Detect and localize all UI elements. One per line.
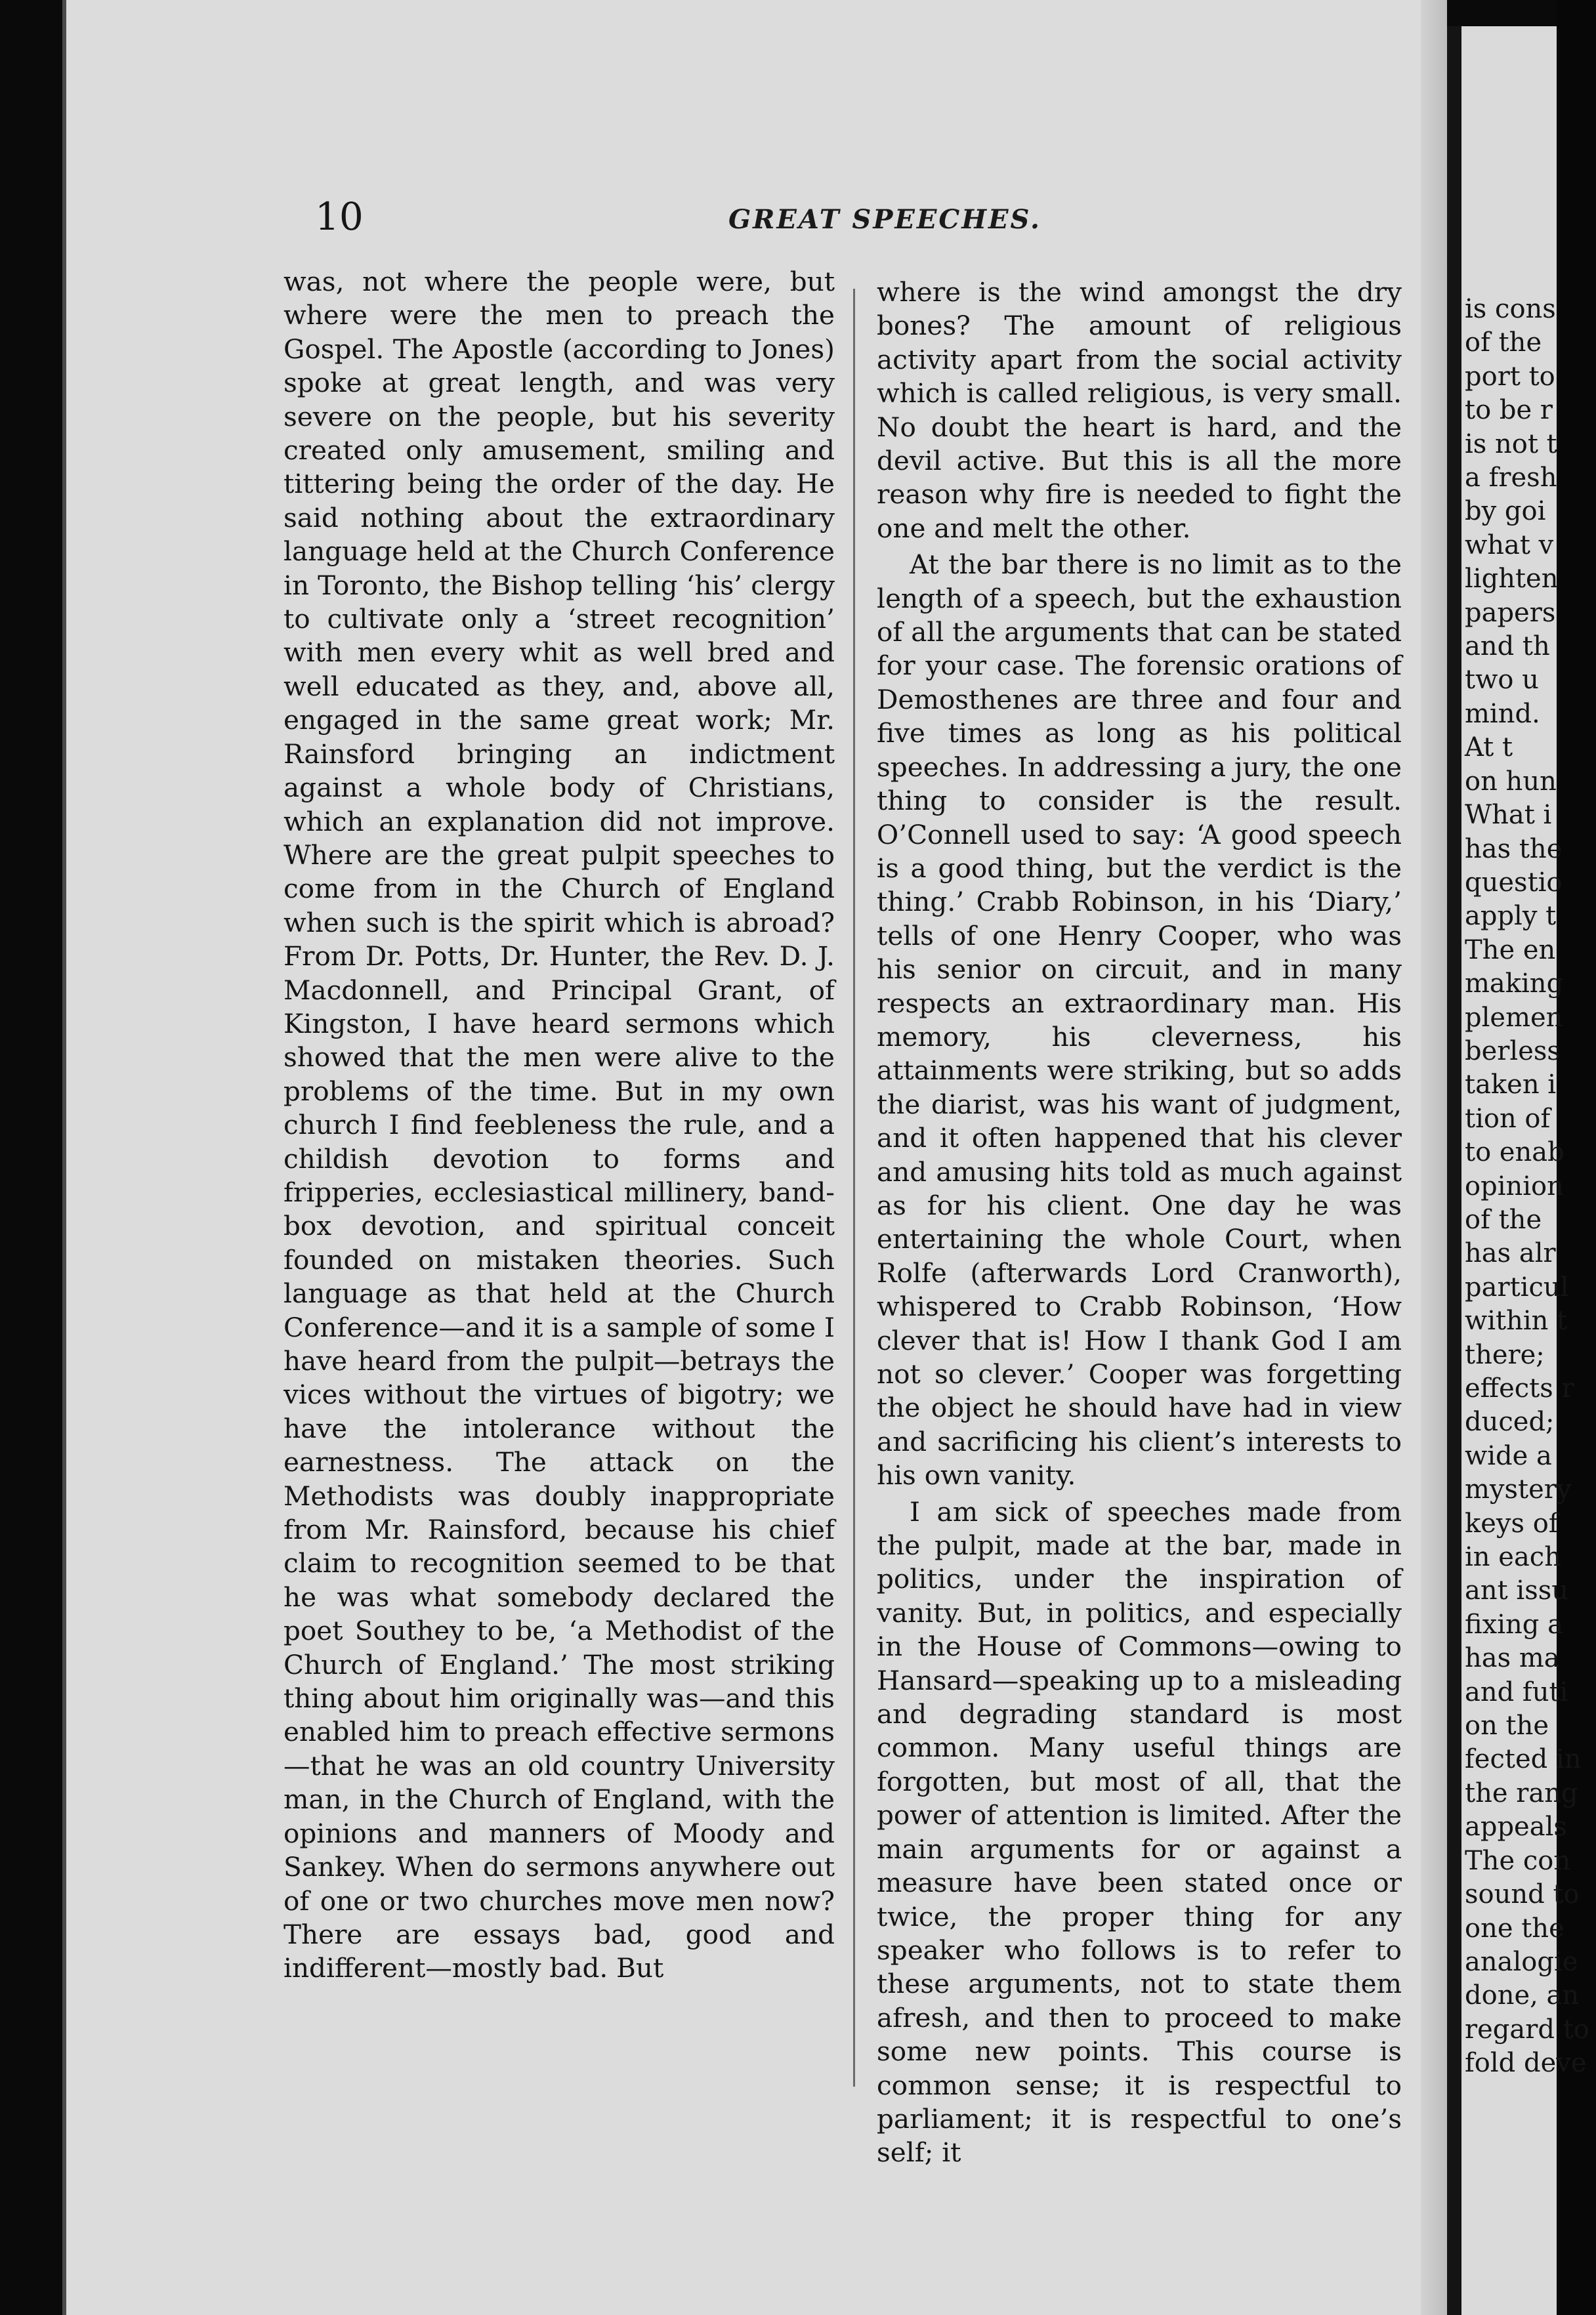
text-line: to enab [1465, 1137, 1564, 1168]
text-line: fold deve [1465, 2048, 1587, 2079]
text-line: regard to [1465, 2014, 1589, 2045]
text-line: At t [1465, 732, 1513, 763]
paragraph: was, not where the people were, but where were the men to preach the Gospel. The Apostle (according to Jones) spoke at great length, and was very severe on the people, but his severity created only amusement, smiling and tittering being the order of the day. He said nothing about the extraordinary language held at the Church Conference in Toronto, the Bishop telling ‘his’ clergy to cultivate only a ‘street recognition’ with men every whit as well bred and well educated as they, and, above all, engaged in the same great work; Mr. Rainsford bringing an indictment against a whole body of Christians, which an explanation did not improve. Where are the great pulpit speeches to come from in the Church of England when such is the spirit which is abroad? From Dr. Potts, Dr. Hunter, the Rev. D. J. Macdonnell, and Principal Grant, of Kingston, I have heard sermons which showed that the men were alive to the problems of the time. But in my own church I find feebleness the rule, and a childish devotion to forms and fripperies, ecclesiastical millinery, band-box devotion, and spiritual conceit founded on mistaken theories. Such language as that held at the Church Conference—and it is a sample of some I have heard from the pulpit—betrays the vices without the virtues of bigotry; we have the intolerance without the earnestness. The attack on the Methodists was doubly inappropriate from Mr. Rainsford, because his chief claim to recognition seemed to be that he was what somebody declared the poet Southey to be, ‘a Methodist of the Church of England.’ The most striking thing about him originally was—and this enabled him to preach effective sermons—that he was an old country University man, in the Church of England, with the opinions and manners of Moody and Sankey. When do sermons anywhere out of one or two churches move men now? There are essays bad, good and indifferent—mostly bad. But [284, 266, 835, 1984]
running-head: GREAT SPEECHES. [728, 204, 1041, 235]
text-line: fixing a [1465, 1609, 1563, 1640]
text-line: has alr [1465, 1238, 1556, 1269]
text-line: questio [1465, 867, 1563, 898]
text-line: berless [1465, 1035, 1561, 1066]
text-line: ant issu [1465, 1575, 1569, 1606]
text-line: the rang [1465, 1778, 1578, 1808]
text-line: papers [1465, 597, 1556, 628]
text-line: has the [1465, 833, 1563, 864]
text-line: one the [1465, 1913, 1564, 1944]
text-column-left [284, 265, 835, 1986]
text-line: particul [1465, 1272, 1569, 1303]
text-line: has ma [1465, 1643, 1560, 1674]
text-line: apply t [1465, 901, 1557, 932]
text-line: The en [1465, 934, 1556, 965]
text-line: taken i [1465, 1070, 1557, 1100]
text-line: there; [1465, 1339, 1545, 1370]
text-line: and futi [1465, 1677, 1568, 1707]
text-line: done, an [1465, 1980, 1580, 2011]
text-line: plemen [1465, 1002, 1563, 1033]
text-line: and th [1465, 631, 1550, 662]
paragraph: At the bar there is no limit as to the length of a speech, but the exhaustion of all the arguments that can be stated for your case. The forensic orations of Demosthenes are three and four and five times as long as his political speeches. In addressing a jury, the one thing to consider is the result. O’Connell used to say: ‘A good speech is a good thing, but the verdict is the thing.’ Crabb Robinson, in his ‘Diary,’ tells of one Henry Cooper, who was his senior on circuit, and in many respects an extraordinary man. His memory, his cleverness, his attainments were striking, but so adds the diarist, was his want of judgment, and it often happened that his clever and amusing hits told as much against as for his client. One day he was entertaining the whole Court, when Rolfe (afterwards Lord Cranworth), whispered to Crabb Robinson, ‘How clever that is! How I thank God I am not so clever.’ Cooper was forgetting the object he should have had in view and sacrificing his client’s interests to his own vanity. [877, 549, 1402, 1491]
text-line: two u [1465, 665, 1539, 696]
paragraph: where is the wind amongst the dry bones? The amount of religious activity apart from the social activity which is called religious, is very small. No doubt the heart is hard, and the devil active. But this is all the more reason why fire is needed to fight the one and melt the other. [877, 276, 1402, 544]
text-line: on hun [1465, 766, 1557, 797]
facing-page-text-fragment [1465, 293, 1596, 2081]
text-line: by goi [1465, 496, 1546, 527]
text-line: to be r [1465, 395, 1553, 426]
text-line: mind. [1465, 698, 1540, 729]
text-line: appeals [1465, 1812, 1567, 1843]
text-line: of the [1465, 327, 1542, 358]
text-line: keys of [1465, 1508, 1559, 1539]
text-line: of the [1465, 1204, 1542, 1235]
text-line: What i [1465, 800, 1552, 831]
column-rule [853, 289, 855, 2087]
text-line: wide a [1465, 1440, 1552, 1471]
text-line: analogie [1465, 1946, 1578, 1977]
text-line: opinion [1465, 1171, 1564, 1201]
page-gutter [1447, 26, 1461, 2315]
text-line: duced; [1465, 1407, 1555, 1438]
page-header [315, 194, 1391, 246]
text-line: mystery [1465, 1474, 1572, 1505]
text-line: sound to [1465, 1879, 1580, 1910]
text-line: a fresh [1465, 463, 1557, 493]
text-line: is cons [1465, 294, 1556, 324]
paragraph: I am sick of speeches made from the pulpit, made at the bar, made in politics, under the inspiration of vanity. But, in politics, and especially in the House of Commons—owing to Hansard—speaking up to a misleading and degrading standard is most common. Many useful things are forgotten, but most of all, that the power of attention is limited. After the main arguments for or against a measure have been stated once or twice, the proper thing for any speaker who follows is to refer to these arguments, not to state them afresh, and then to proceed to make some new points. This course is common sense; it is respectful to parliament; it is respectful to one’s self; it [877, 1495, 1402, 2169]
page-edge-shadow [1421, 0, 1447, 2315]
text-column-right [877, 276, 1402, 2170]
text-line: effects r [1465, 1373, 1574, 1404]
text-line: tion of [1465, 1103, 1551, 1134]
text-line: is not t [1465, 428, 1557, 459]
text-line: The con [1465, 1845, 1571, 1876]
text-line: lighten [1465, 564, 1559, 594]
text-line: fected in [1465, 1744, 1582, 1775]
text-line: on the [1465, 1711, 1549, 1741]
page-number: 10 [315, 194, 364, 239]
text-line: within t [1465, 1306, 1568, 1337]
text-line: in each [1465, 1542, 1561, 1573]
text-line: making [1465, 969, 1564, 999]
text-line: port to [1465, 361, 1555, 392]
text-line: what v [1465, 530, 1554, 560]
